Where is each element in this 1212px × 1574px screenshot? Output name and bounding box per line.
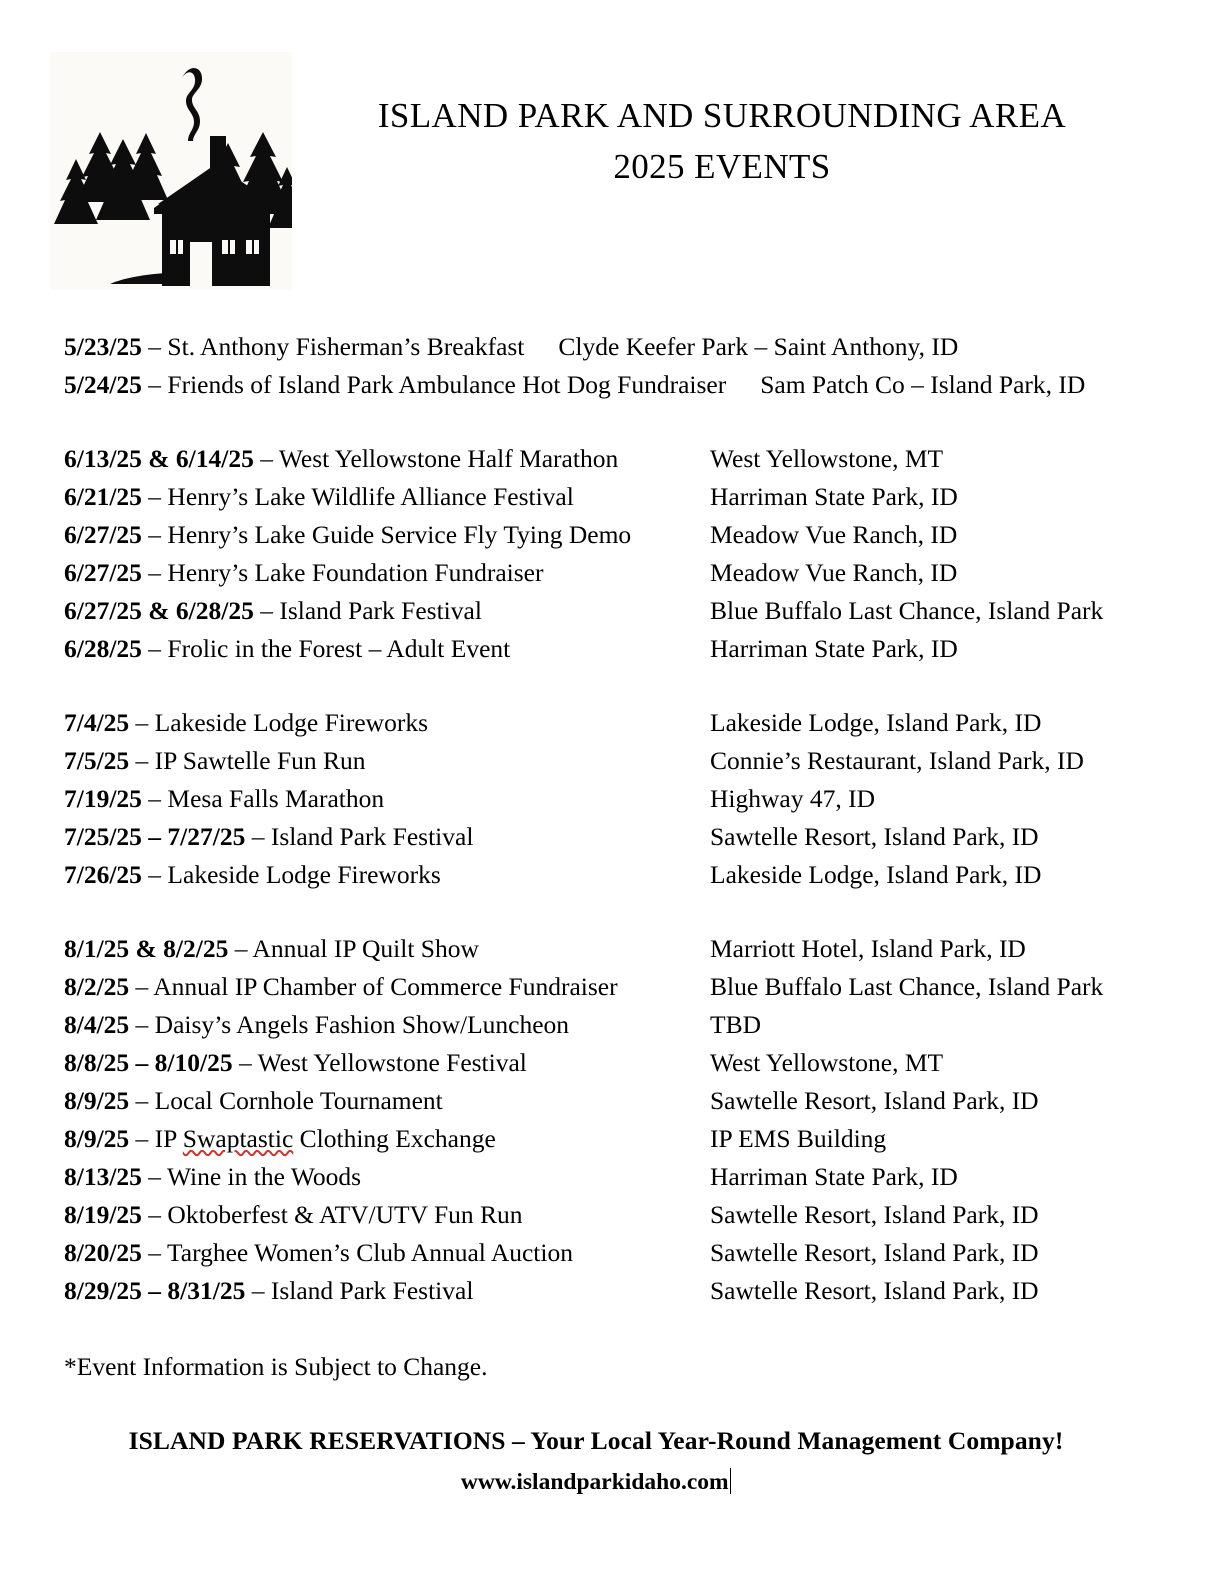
event-location: Sawtelle Resort, Island Park, ID: [710, 1237, 1039, 1267]
event-row: [64, 968, 1172, 1006]
event-date: 8/2/25: [64, 971, 130, 1001]
event-main: [64, 780, 710, 818]
document-footer: [0, 1426, 1212, 1496]
event-location: Sam Patch Co – Island Park, ID: [760, 369, 1086, 399]
event-main: [64, 1082, 710, 1120]
event-group: [64, 328, 1172, 404]
event-name: – Island Park Festival: [245, 821, 474, 851]
event-row: [64, 704, 1172, 742]
event-date: 6/28/25: [64, 633, 142, 663]
event-date: 8/13/25: [64, 1161, 142, 1191]
title-line-2: 2025 EVENTS: [613, 147, 831, 187]
event-location: Highway 47, ID: [710, 783, 876, 813]
cabin-in-the-pines-icon: [50, 52, 292, 290]
event-location: Lakeside Lodge, Island Park, ID: [710, 859, 1042, 889]
event-main: [64, 592, 710, 630]
event-name: – Lakeside Lodge Fireworks: [129, 707, 429, 737]
event-main: [64, 1272, 710, 1310]
event-date: 6/27/25 & 6/28/25: [64, 595, 254, 625]
event-location: Sawtelle Resort, Island Park, ID: [710, 1275, 1039, 1305]
event-location: Blue Buffalo Last Chance, Island Park: [710, 595, 1104, 625]
event-location: Harriman State Park, ID: [710, 1161, 958, 1191]
document-header: [0, 0, 1212, 290]
event-main: [64, 704, 710, 742]
event-main: [64, 1234, 710, 1272]
event-row: [64, 1006, 1172, 1044]
event-main: [64, 1120, 710, 1158]
event-name: – Local Cornhole Tournament: [129, 1085, 443, 1115]
event-group: [64, 440, 1172, 668]
event-name: – Mesa Falls Marathon: [141, 783, 385, 813]
event-group: [64, 930, 1172, 1310]
event-date: 6/21/25: [64, 481, 142, 511]
event-name: – West Yellowstone Half Marathon: [253, 443, 619, 473]
event-main: [64, 1158, 710, 1196]
title-line-1: ISLAND PARK AND SURROUNDING AREA: [377, 96, 1067, 135]
event-row: [64, 516, 1172, 554]
event-date: 8/8/25 – 8/10/25: [64, 1047, 233, 1077]
event-name: – Friends of Island Park Ambulance Hot Dog Fundraiser: [141, 369, 727, 399]
event-main: [64, 818, 710, 856]
event-main: [64, 930, 710, 968]
event-date: 8/9/25: [64, 1123, 130, 1153]
event-main: [64, 554, 710, 592]
event-date: 5/24/25: [64, 369, 142, 399]
event-main: [64, 968, 710, 1006]
footer-website-link[interactable]: [461, 1468, 731, 1496]
event-name: – Henry’s Lake Foundation Fundraiser: [141, 557, 544, 587]
event-row: [64, 328, 1172, 366]
event-date: 7/25/25 – 7/27/25: [64, 821, 246, 851]
event-date: 8/19/25: [64, 1199, 142, 1229]
event-row: [64, 1272, 1172, 1310]
event-date: 7/19/25: [64, 783, 142, 813]
event-row: [64, 1082, 1172, 1120]
logo: [50, 52, 292, 290]
event-name: – Wine in the Woods: [141, 1161, 362, 1191]
event-location: TBD: [710, 1009, 761, 1039]
event-name: – Annual IP Chamber of Commerce Fundraiser: [129, 971, 618, 1001]
event-date: 5/23/25: [64, 332, 142, 361]
event-name: – Island Park Festival: [245, 1275, 474, 1305]
event-date: 7/4/25: [64, 707, 130, 737]
event-main: [64, 742, 710, 780]
event-date: 6/13/25 & 6/14/25: [64, 443, 254, 473]
event-name: – West Yellowstone Festival: [232, 1047, 527, 1077]
event-name: – IP Sawtelle Fun Run: [129, 745, 366, 775]
event-location: West Yellowstone, MT: [710, 1047, 944, 1077]
event-row: [64, 592, 1172, 630]
event-date: 6/27/25: [64, 519, 142, 549]
event-row: [64, 554, 1172, 592]
event-location: Marriott Hotel, Island Park, ID: [710, 933, 1026, 963]
event-main: [64, 366, 726, 404]
event-name: – Daisy’s Angels Fashion Show/Luncheon: [129, 1009, 570, 1039]
event-location: Meadow Vue Ranch, ID: [710, 557, 958, 587]
event-main: [64, 856, 710, 894]
event-location: Meadow Vue Ranch, ID: [710, 519, 958, 549]
event-date: 8/4/25: [64, 1009, 130, 1039]
event-main: [64, 328, 524, 366]
event-location: Sawtelle Resort, Island Park, ID: [710, 1199, 1039, 1229]
event-name: – St. Anthony Fisherman’s Breakfast: [141, 332, 525, 361]
document-title: [292, 52, 1212, 191]
text-cursor: [730, 1468, 732, 1494]
event-location: West Yellowstone, MT: [710, 443, 944, 473]
event-name: – Lakeside Lodge Fireworks: [141, 859, 441, 889]
footer-tagline: ISLAND PARK RESERVATIONS – Your Local Year-Round Management Company!: [128, 1425, 1064, 1455]
event-row: [64, 1234, 1172, 1272]
footer-website-text: www.islandparkidaho.com: [460, 1468, 729, 1495]
event-row: [64, 630, 1172, 668]
event-location: IP EMS Building: [710, 1123, 887, 1153]
event-row: [64, 1120, 1172, 1158]
event-location: Sawtelle Resort, Island Park, ID: [710, 1085, 1039, 1115]
event-date: 8/1/25 & 8/2/25: [64, 933, 229, 963]
event-row: [64, 930, 1172, 968]
event-date: 8/9/25: [64, 1085, 130, 1115]
event-name: – Island Park Festival: [253, 595, 482, 625]
event-location: Clyde Keefer Park – Saint Anthony, ID: [558, 332, 959, 361]
event-location: Sawtelle Resort, Island Park, ID: [710, 821, 1039, 851]
event-name: – Frolic in the Forest – Adult Event: [141, 633, 511, 663]
event-row: [64, 1196, 1172, 1234]
event-location: Harriman State Park, ID: [710, 481, 958, 511]
event-row: [64, 1044, 1172, 1082]
event-main: [64, 1044, 710, 1082]
event-main: [64, 440, 710, 478]
event-location: Blue Buffalo Last Chance, Island Park: [710, 971, 1104, 1001]
event-name: – Targhee Women’s Club Annual Auction: [141, 1237, 573, 1267]
event-main: [64, 630, 710, 668]
event-row: [64, 366, 1172, 404]
event-name: – Henry’s Lake Wildlife Alliance Festival: [141, 481, 574, 511]
event-row: [64, 780, 1172, 818]
event-row: [64, 742, 1172, 780]
event-row: [64, 440, 1172, 478]
event-row: [64, 478, 1172, 516]
disclaimer-note: *Event Information is Subject to Change.: [64, 1351, 488, 1381]
spellcheck-underline: Swaptastic: [182, 1123, 294, 1153]
event-name: – Oktoberfest & ATV/UTV Fun Run: [141, 1199, 523, 1229]
event-main: [64, 1196, 710, 1234]
event-group: [64, 704, 1172, 894]
events-list: [0, 328, 1212, 1310]
event-row: [64, 856, 1172, 894]
event-main: [64, 478, 710, 516]
event-name: – Annual IP Quilt Show: [228, 933, 479, 963]
event-date: 8/29/25 – 8/31/25: [64, 1275, 246, 1305]
event-location: Harriman State Park, ID: [710, 633, 958, 663]
event-main: [64, 1006, 710, 1044]
event-location: Connie’s Restaurant, Island Park, ID: [710, 745, 1084, 775]
event-location: Lakeside Lodge, Island Park, ID: [710, 707, 1042, 737]
event-main: [64, 516, 710, 554]
event-name: – Henry’s Lake Guide Service Fly Tying Demo: [141, 519, 632, 549]
event-name: – IP Swaptastic Clothing Exchange: [129, 1123, 496, 1153]
event-row: [64, 818, 1172, 856]
event-row: [64, 1158, 1172, 1196]
event-date: 6/27/25: [64, 557, 142, 587]
event-date: 7/26/25: [64, 859, 142, 889]
event-date: 7/5/25: [64, 745, 130, 775]
event-date: 8/20/25: [64, 1237, 142, 1267]
